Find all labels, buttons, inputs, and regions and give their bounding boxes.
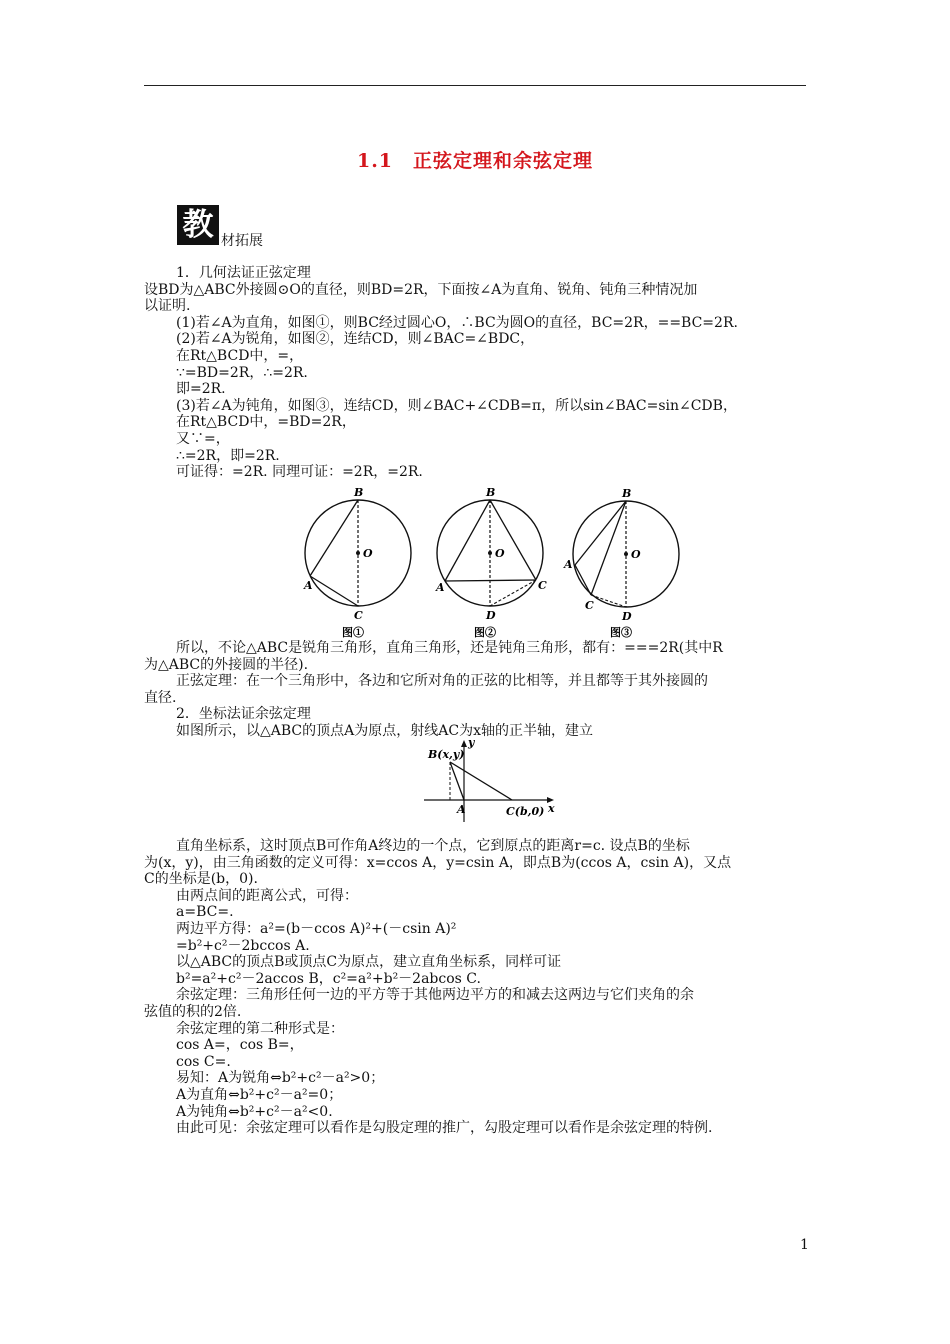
text-line: 弦值的积的2倍.	[144, 1003, 242, 1020]
text-line: 由此可见：余弦定理可以看作是勾股定理的推广，勾股定理可以看作是余弦定理的特例.	[176, 1120, 713, 1137]
label-a-point: A	[457, 803, 466, 816]
text-line: =b²+c²－2bccos A.	[176, 937, 310, 954]
text-line: 正弦定理：在一个三角形中，各边和它所对角的正弦的比相等，并且都等于其外接圆的	[176, 673, 708, 690]
label-b-point: B(x,y)	[428, 748, 465, 761]
text-line: 为△ABC的外接圆的半径).	[144, 656, 309, 673]
section2-text	[144, 838, 808, 1137]
figure-1	[300, 485, 420, 649]
center-point	[356, 551, 360, 555]
text-line: 以证明.	[144, 298, 191, 315]
side-bc	[450, 762, 512, 800]
text-line: 即=2R.	[176, 381, 226, 398]
y-axis-arrow	[461, 740, 467, 747]
text-line: 如图所示，以△ABC的顶点A为原点，射线AC为x轴的正半轴，建立	[176, 722, 593, 739]
text-line: 易知：A为锐角⇔b²+c²－a²>0；	[176, 1070, 385, 1087]
text-line: cos C=.	[176, 1053, 231, 1070]
label-b: B	[354, 486, 364, 499]
text-line: 在Rt△BCD中，=，	[176, 347, 304, 364]
segment-cd	[490, 580, 536, 606]
figure-2	[432, 485, 552, 649]
label-a: A	[564, 558, 573, 571]
side-ab	[575, 501, 626, 565]
figure-2-diagram	[432, 485, 552, 645]
text-line: 又∵=，	[176, 430, 230, 447]
page-number: 1	[800, 1237, 809, 1253]
text-line: (1)若∠A为直角，如图①，则BC经过圆心O，∴BC为圆O的直径，BC=2R，==BC=2R.	[176, 314, 738, 331]
center-point	[624, 552, 628, 556]
segment-cd	[591, 595, 626, 607]
label-c: C	[354, 609, 363, 622]
label-c: C	[538, 579, 547, 592]
text-line: 直径.	[144, 689, 177, 706]
text-line: 可证得：=2R. 同理可证：=2R，=2R.	[176, 464, 423, 481]
text-line: A为钝角⇔b²+c²－a²<0.	[176, 1103, 333, 1120]
figure-2-caption: 图②	[474, 626, 496, 639]
side-ac	[575, 565, 591, 595]
text-line: 所以，不论△ABC是锐角三角形，直角三角形，还是钝角三角形，都有：===2R(其中R	[176, 640, 723, 656]
figure-3-caption: 图③	[610, 626, 632, 639]
coordinate-diagram	[420, 738, 570, 828]
figure-1-diagram	[300, 485, 420, 645]
header-rule	[144, 85, 806, 86]
text-line: a=BC=.	[176, 904, 234, 921]
side-ab	[450, 762, 464, 800]
section2-heading: 2．坐标法证余弦定理	[176, 706, 311, 723]
text-line: 直角坐标系，这时顶点B可作角A终边的一个点，它到原点的距离r=c. 设点B的坐标	[176, 838, 690, 854]
coordinate-figure	[420, 738, 570, 832]
text-line: 两边平方得：a²=(b－ccos A)²+(－csin A)²	[176, 920, 457, 937]
section1-text	[144, 265, 808, 481]
text-line: 余弦定理的第二种形式是：	[176, 1020, 344, 1037]
text-line: 由两点间的距离公式，可得：	[176, 887, 358, 904]
text-line: ∴=2R，即=2R.	[176, 447, 280, 464]
side-bc	[591, 501, 626, 595]
label-b: B	[622, 487, 632, 500]
text-line: b²=a²+c²－2accos B，c²=a²+b²－2abcos C.	[176, 970, 481, 987]
text-line: A为直角⇔b²+c²－a²=0；	[176, 1086, 343, 1103]
figure-1-caption: 图①	[342, 626, 364, 639]
page-title: 1.1 正弦定理和余弦定理	[356, 150, 594, 172]
label-x: x	[548, 802, 555, 815]
label-c: C	[585, 599, 594, 612]
section1-heading: 1．几何法证正弦定理	[176, 265, 311, 281]
label-o: O	[363, 547, 373, 560]
label-y: y	[468, 736, 475, 749]
label-a: A	[304, 579, 313, 592]
section1b-text	[144, 640, 808, 740]
label-o: O	[631, 548, 641, 561]
text-line: (2)若∠A为锐角，如图②，连结CD，则∠BAC=∠BDC，	[176, 331, 535, 348]
label-c-point: C(b,0)	[506, 805, 545, 818]
side-ac	[445, 580, 536, 581]
text-line: 在Rt△BCD中，=BD=2R，	[176, 414, 356, 431]
text-line: 设BD为△ABC外接圆⊙O的直径，则BD=2R，下面按∠A为直角、锐角、钝角三种情况加	[144, 281, 698, 298]
text-line: 为(x，y)，由三角函数的定义可得：x=ccos A，y=csin A，即点B为(ccos A，csin A)，又点	[144, 854, 732, 871]
text-line: ∵=BD=2R，∴=2R.	[176, 364, 308, 381]
label-b: B	[486, 486, 496, 499]
text-line: C的坐标是(b，0).	[144, 871, 258, 888]
side-ab	[445, 500, 490, 581]
text-line: cos A=，cos B=，	[176, 1037, 304, 1054]
text-line: 以△ABC的顶点B或顶点C为原点，建立直角坐标系，同样可证	[176, 954, 562, 971]
center-point	[488, 551, 492, 555]
label-d: D	[622, 610, 632, 623]
section-badge-subtitle: 材拓展	[221, 233, 263, 249]
side-ab	[310, 500, 358, 576]
label-o: O	[495, 547, 505, 560]
figure-3	[566, 485, 686, 649]
side-bc	[490, 500, 536, 580]
side-ac	[310, 576, 358, 606]
text-line: (3)若∠A为钝角，如图③，连结CD，则∠BAC+∠CDB=π，所以sin∠BAC=sin∠CDB，	[176, 397, 737, 414]
label-d: D	[486, 609, 496, 622]
figure-3-diagram	[566, 485, 686, 645]
text-line: 余弦定理：三角形任何一边的平方等于其他两边平方的和减去这两边与它们夹角的余	[176, 987, 694, 1004]
label-a: A	[436, 581, 445, 594]
section-badge: 教	[177, 205, 219, 245]
